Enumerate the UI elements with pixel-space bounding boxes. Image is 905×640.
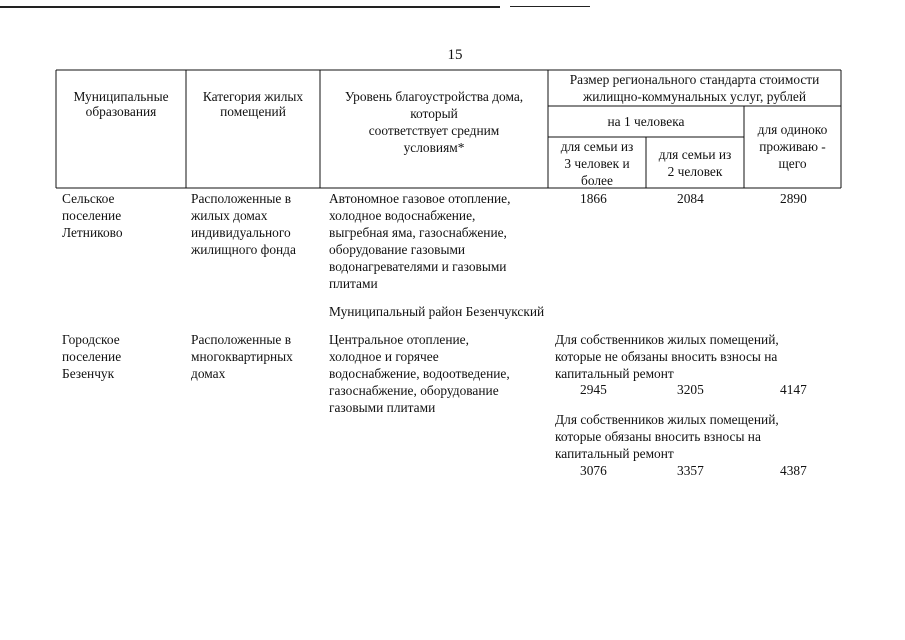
header-municipality: Муниципальные образования (73, 89, 169, 119)
header-standard-size: Размер регионального стандарта стоимости жилищно-коммунальных услуг, рублей (569, 72, 820, 104)
row1-municipality: Сельское поселение Летниково (62, 191, 123, 240)
row1-value-single: 2890 (780, 191, 807, 206)
header-category: Категория жилых помещений (202, 89, 304, 119)
row2-municipality: Городское поселение Безенчук (62, 332, 122, 381)
header-per-person: на 1 человека (607, 114, 685, 129)
page-number: 15 (447, 47, 463, 63)
row2-b-value-family3: 3076 (580, 463, 607, 478)
row2-level: Центральное отопление, холодное и горячее водоснабжение, водоотведение, газоснабжение, оборудование газовыми плитами (329, 332, 510, 415)
header-family-2: для семьи из 2 человек (658, 147, 732, 179)
row1-category: Расположенные в жилых домах индивидуального жилищного фонда (191, 191, 296, 257)
header-single: для одиноко проживаю - щего (757, 122, 828, 171)
row1-value-family3: 1866 (580, 191, 607, 206)
row2-a-value-family3: 2945 (580, 382, 607, 397)
district-heading: Муниципальный район Безенчукский (329, 304, 545, 319)
row1-value-family2: 2084 (677, 191, 704, 206)
row2-b-value-single: 4387 (780, 463, 807, 478)
row2-note-obliged: Для собственников жилых помещений, которые обязаны вносить взносы на капитальный ремонт (555, 412, 779, 461)
header-level: Уровень благоустройства дома, который соответствует средним условиям* (344, 89, 524, 155)
row2-a-value-family2: 3205 (677, 382, 704, 397)
row1-level: Автономное газовое отопление, холодное водоснабжение, выгребная яма, газоснабжение, оборудование газовыми водонагревателями и газовыми плитами (329, 191, 511, 291)
row2-b-value-family2: 3357 (677, 463, 704, 478)
row2-a-value-single: 4147 (780, 382, 807, 397)
row2-note-not-obliged: Для собственников жилых помещений, которые не обязаны вносить взносы на капитальный ремонт (555, 332, 779, 381)
row2-category: Расположенные в многоквартирных домах (191, 332, 293, 381)
header-family-3: для семьи из 3 человек и более (560, 139, 634, 188)
